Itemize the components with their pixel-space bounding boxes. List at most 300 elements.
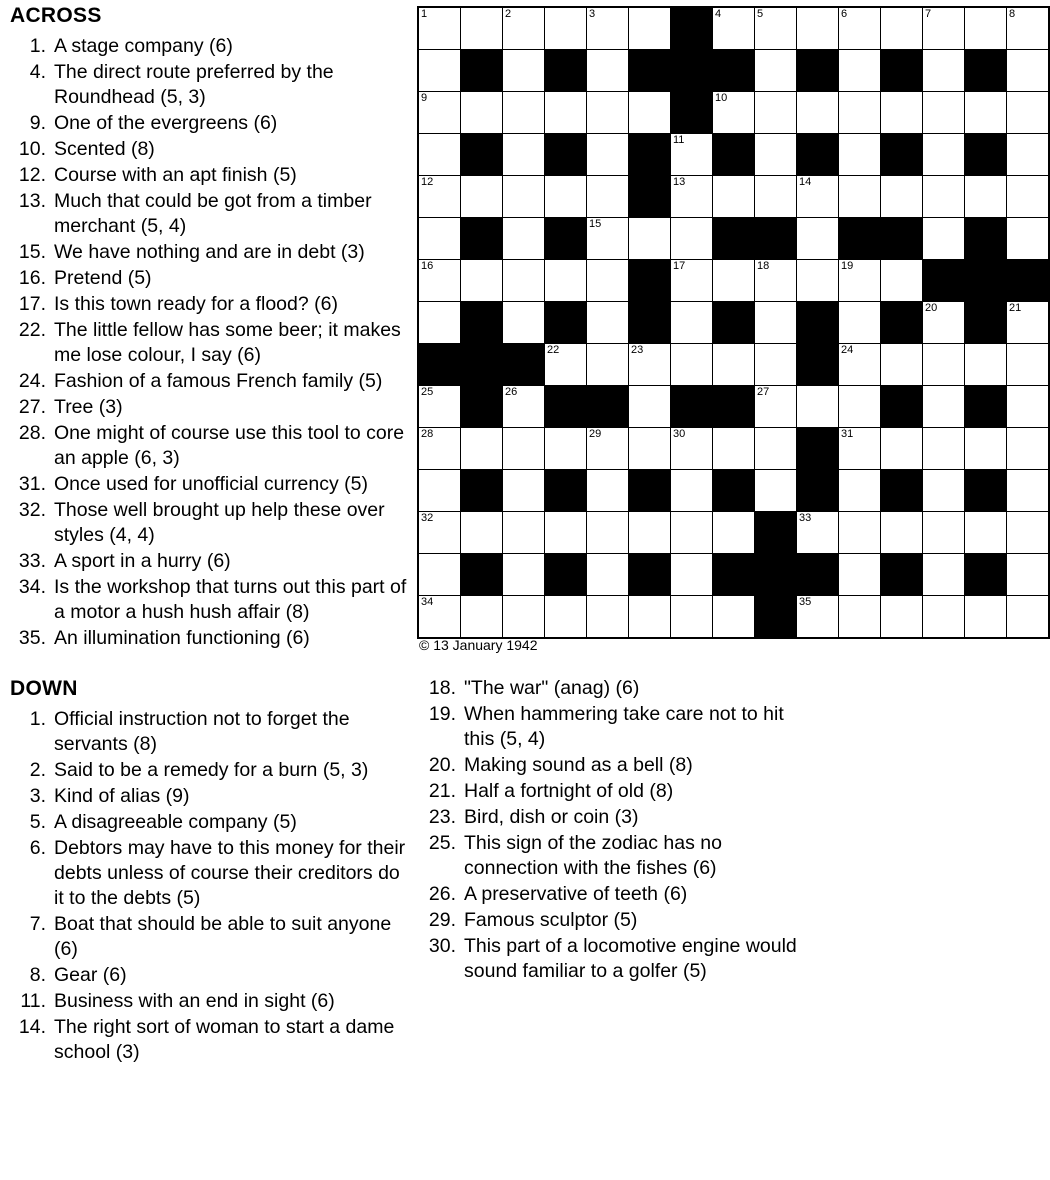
grid-cell[interactable] (839, 428, 881, 470)
grid-cell[interactable] (755, 92, 797, 134)
grid-block-cell (965, 470, 1007, 512)
clue-number: 19. (428, 703, 456, 725)
grid-cell[interactable] (418, 176, 461, 218)
grid-cell[interactable] (881, 428, 923, 470)
grid-cell[interactable] (1007, 554, 1050, 596)
clue-number: 26. (428, 883, 456, 905)
clue-item (10, 163, 410, 188)
grid-cell[interactable] (1007, 596, 1050, 639)
grid-cell[interactable] (881, 344, 923, 386)
grid-row (418, 50, 1049, 92)
crossword-grid[interactable] (417, 6, 1050, 639)
grid-cell[interactable] (418, 428, 461, 470)
clue-number: 3. (29, 785, 46, 807)
grid-cell[interactable] (755, 260, 797, 302)
grid-cell[interactable] (671, 134, 713, 176)
grid-cell[interactable] (629, 92, 671, 134)
grid-cell[interactable] (797, 386, 839, 428)
grid-cell[interactable] (671, 428, 713, 470)
grid-cell[interactable] (839, 470, 881, 512)
grid-cell[interactable] (1007, 512, 1050, 554)
grid-cell-number: 31 (841, 428, 854, 440)
grid-block-cell (461, 218, 503, 260)
grid-cell[interactable] (587, 512, 629, 554)
grid-cell[interactable] (587, 218, 629, 260)
grid-block-cell (713, 554, 755, 596)
grid-row (418, 554, 1049, 596)
grid-cell[interactable] (839, 7, 881, 50)
grid-cell[interactable] (965, 7, 1007, 50)
grid-cell[interactable] (587, 554, 629, 596)
grid-cell[interactable] (587, 428, 629, 470)
grid-cell[interactable] (418, 92, 461, 134)
grid-block-cell (881, 50, 923, 92)
grid-cell[interactable] (923, 218, 965, 260)
grid-block-cell (755, 554, 797, 596)
grid-cell[interactable] (797, 7, 839, 50)
clue-number: 1. (29, 708, 46, 730)
clue-text: Boat that should be able to suit anyone (6) (54, 913, 392, 960)
grid-cell[interactable] (797, 176, 839, 218)
grid-cell[interactable] (839, 134, 881, 176)
clue-item (420, 831, 800, 881)
grid-cell[interactable] (629, 596, 671, 639)
grid-cell[interactable] (1007, 470, 1050, 512)
grid-cell[interactable] (839, 176, 881, 218)
grid-cell[interactable] (965, 596, 1007, 639)
grid-cell[interactable] (755, 344, 797, 386)
grid-cell[interactable] (587, 260, 629, 302)
grid-cell[interactable] (1007, 134, 1050, 176)
clues-middle-column (420, 676, 800, 985)
grid-cell-number: 28 (421, 428, 434, 440)
grid-block-cell (629, 302, 671, 344)
clue-text: Making sound as a bell (8) (464, 754, 693, 776)
grid-cell[interactable] (671, 176, 713, 218)
grid-cell[interactable] (503, 428, 545, 470)
grid-cell-number: 33 (799, 512, 812, 524)
grid-cell[interactable] (418, 512, 461, 554)
grid-cell[interactable] (923, 176, 965, 218)
grid-cell[interactable] (713, 596, 755, 639)
grid-cell[interactable] (923, 92, 965, 134)
grid-cell-number: 25 (421, 386, 434, 398)
grid-block-cell (545, 302, 587, 344)
grid-cell[interactable] (755, 302, 797, 344)
clue-number: 2. (29, 759, 46, 781)
grid-cell[interactable] (418, 7, 461, 50)
grid-cell[interactable] (797, 218, 839, 260)
grid-cell[interactable] (1007, 218, 1050, 260)
grid-cell[interactable] (418, 50, 461, 92)
grid-cell[interactable] (755, 176, 797, 218)
grid-cell[interactable] (461, 596, 503, 639)
grid-block-cell (671, 50, 713, 92)
clue-text: One of the evergreens (6) (54, 112, 278, 134)
clue-text: Is this town ready for a flood? (6) (54, 293, 338, 315)
grid-cell[interactable] (923, 512, 965, 554)
grid-cell[interactable] (418, 596, 461, 639)
grid-cell[interactable] (671, 554, 713, 596)
grid-row (418, 470, 1049, 512)
grid-cell-number: 12 (421, 176, 434, 188)
grid-cell[interactable] (503, 470, 545, 512)
grid-cell[interactable] (503, 512, 545, 554)
grid-cell[interactable] (839, 344, 881, 386)
clue-text: A disagreeable company (5) (54, 811, 297, 833)
grid-cell[interactable] (713, 176, 755, 218)
grid-cell[interactable] (587, 176, 629, 218)
grid-cell[interactable] (755, 470, 797, 512)
clue-text: Famous sculptor (5) (464, 909, 638, 931)
grid-cell[interactable] (797, 260, 839, 302)
grid-row (418, 302, 1049, 344)
grid-cell[interactable] (923, 344, 965, 386)
grid-cell[interactable] (545, 260, 587, 302)
grid-cell-number: 10 (715, 92, 728, 104)
clue-text: Course with an apt finish (5) (54, 164, 297, 186)
grid-cell[interactable] (671, 344, 713, 386)
grid-cell-number: 1 (421, 8, 428, 20)
clue-number: 8. (29, 964, 46, 986)
grid-cell[interactable] (881, 7, 923, 50)
grid-cell[interactable] (965, 92, 1007, 134)
clue-item (10, 266, 410, 291)
clue-text: "The war" (anag) (6) (464, 677, 640, 699)
clue-text: A preservative of teeth (6) (464, 883, 688, 905)
grid-row (418, 428, 1049, 470)
grid-cell[interactable] (923, 596, 965, 639)
grid-block-cell (461, 554, 503, 596)
grid-cell[interactable] (1007, 92, 1050, 134)
grid-cell[interactable] (671, 596, 713, 639)
grid-cell[interactable] (461, 512, 503, 554)
grid-cell[interactable] (503, 176, 545, 218)
grid-block-cell (503, 344, 545, 386)
grid-cell[interactable] (671, 218, 713, 260)
grid-block-cell (545, 386, 587, 428)
grid-cell[interactable] (418, 134, 461, 176)
grid-cell[interactable] (839, 92, 881, 134)
grid-block-cell (713, 50, 755, 92)
clue-text: Half a fortnight of old (8) (464, 780, 674, 802)
grid-cell[interactable] (629, 344, 671, 386)
grid-cell[interactable] (587, 7, 629, 50)
grid-cell[interactable] (587, 50, 629, 92)
grid-cell[interactable] (923, 7, 965, 50)
grid-block-cell (629, 470, 671, 512)
grid-cell[interactable] (881, 512, 923, 554)
clue-item (10, 912, 410, 962)
grid-cell[interactable] (923, 428, 965, 470)
grid-cell-number: 26 (505, 386, 518, 398)
grid-cell-number: 20 (925, 302, 938, 314)
grid-cell[interactable] (755, 428, 797, 470)
grid-cell[interactable] (545, 344, 587, 386)
grid-cell[interactable] (923, 386, 965, 428)
grid-cell[interactable] (839, 596, 881, 639)
grid-cell[interactable] (418, 302, 461, 344)
clue-number: 28. (18, 422, 46, 444)
clue-number: 21. (428, 780, 456, 802)
grid-block-cell (881, 218, 923, 260)
clue-number: 1. (29, 35, 46, 57)
clue-number: 11. (20, 990, 46, 1012)
grid-cell[interactable] (545, 428, 587, 470)
grid-cell[interactable] (923, 554, 965, 596)
grid-cell[interactable] (545, 92, 587, 134)
grid-cell[interactable] (881, 260, 923, 302)
grid-cell[interactable] (755, 134, 797, 176)
grid-cell[interactable] (671, 512, 713, 554)
grid-cell[interactable] (587, 134, 629, 176)
grid-cell-number: 24 (841, 344, 854, 356)
grid-block-cell (965, 386, 1007, 428)
clue-number: 30. (428, 935, 456, 957)
grid-cell[interactable] (839, 512, 881, 554)
grid-cell[interactable] (839, 554, 881, 596)
clue-item (10, 626, 410, 651)
grid-block-cell (629, 50, 671, 92)
grid-cell[interactable] (545, 596, 587, 639)
grid-block-cell (713, 218, 755, 260)
grid-cell[interactable] (629, 386, 671, 428)
grid-cell[interactable] (418, 260, 461, 302)
grid-block-cell (965, 302, 1007, 344)
grid-cell[interactable] (839, 50, 881, 92)
grid-cell[interactable] (713, 428, 755, 470)
grid-cell[interactable] (587, 302, 629, 344)
grid-row (418, 7, 1049, 50)
grid-cell[interactable] (503, 302, 545, 344)
clue-text: Pretend (5) (54, 267, 152, 289)
grid-cell[interactable] (461, 7, 503, 50)
grid-block-cell (418, 344, 461, 386)
grid-cell-number: 5 (757, 8, 764, 20)
grid-block-cell (881, 554, 923, 596)
grid-cell[interactable] (965, 428, 1007, 470)
grid-cell[interactable] (1007, 7, 1050, 50)
grid-cell[interactable] (503, 218, 545, 260)
grid-cell-number: 8 (1009, 8, 1016, 20)
grid-cell[interactable] (671, 302, 713, 344)
grid-block-cell (965, 218, 1007, 260)
grid-cell[interactable] (881, 92, 923, 134)
grid-cell[interactable] (503, 554, 545, 596)
grid-cell[interactable] (713, 92, 755, 134)
grid-row (418, 596, 1049, 639)
clue-item (420, 676, 800, 701)
clue-number: 4. (29, 61, 46, 83)
clue-item (10, 292, 410, 317)
grid-cell[interactable] (839, 260, 881, 302)
clue-text: Those well brought up help these over styles (4, 4) (54, 499, 385, 546)
grid-cell[interactable] (461, 260, 503, 302)
grid-block-cell (461, 470, 503, 512)
grid-cell[interactable] (503, 50, 545, 92)
grid-cell[interactable] (587, 470, 629, 512)
grid-cell[interactable] (629, 218, 671, 260)
clue-number: 31. (18, 473, 46, 495)
clue-item (10, 784, 410, 809)
grid-cell[interactable] (1007, 302, 1050, 344)
clue-item (420, 753, 800, 778)
clue-number: 25. (428, 832, 456, 854)
grid-block-cell (545, 470, 587, 512)
grid-cell[interactable] (503, 92, 545, 134)
grid-cell[interactable] (713, 7, 755, 50)
grid-cell[interactable] (1007, 176, 1050, 218)
clue-text: An illumination functioning (6) (54, 627, 310, 649)
clue-item (10, 369, 410, 394)
grid-cell[interactable] (418, 218, 461, 260)
grid-cell-number: 7 (925, 8, 932, 20)
grid-cell[interactable] (629, 428, 671, 470)
clue-text: Is the workshop that turns out this part of a motor a hush hush affair (8) (54, 576, 407, 623)
grid-cell[interactable] (629, 512, 671, 554)
clue-number: 18. (428, 677, 456, 699)
grid-block-cell (881, 302, 923, 344)
grid-cell[interactable] (755, 386, 797, 428)
grid-cell[interactable] (418, 470, 461, 512)
grid-cell[interactable] (629, 7, 671, 50)
grid-cell[interactable] (923, 134, 965, 176)
grid-cell[interactable] (965, 176, 1007, 218)
down-clue-list-part1 (10, 707, 410, 1065)
grid-cell[interactable] (545, 176, 587, 218)
clue-item (10, 472, 410, 497)
clue-text: The little fellow has some beer; it makes me lose colour, I say (6) (54, 319, 401, 366)
grid-cell[interactable] (418, 386, 461, 428)
grid-cell[interactable] (671, 260, 713, 302)
grid-block-cell (965, 50, 1007, 92)
clue-number: 16. (18, 267, 46, 289)
grid-block-cell (629, 134, 671, 176)
grid-block-cell (965, 554, 1007, 596)
grid-cell-number: 6 (841, 8, 848, 20)
grid-block-cell (923, 260, 965, 302)
grid-cell[interactable] (1007, 344, 1050, 386)
grid-cell[interactable] (671, 470, 713, 512)
clue-number: 7. (29, 913, 46, 935)
clue-item (10, 707, 410, 757)
grid-cell[interactable] (461, 176, 503, 218)
grid-block-cell (671, 386, 713, 428)
grid-cell[interactable] (881, 176, 923, 218)
grid-cell[interactable] (1007, 428, 1050, 470)
grid-cell[interactable] (839, 386, 881, 428)
grid-cell[interactable] (965, 344, 1007, 386)
clue-item (10, 810, 410, 835)
grid-cell[interactable] (1007, 386, 1050, 428)
clues-left-column (10, 4, 410, 1066)
grid-cell[interactable] (923, 470, 965, 512)
copyright-line: © 13 January 1942 (419, 637, 538, 653)
grid-block-cell (797, 302, 839, 344)
grid-cell-number: 30 (673, 428, 686, 440)
clue-item (10, 189, 410, 239)
clue-text: A sport in a hurry (6) (54, 550, 231, 572)
grid-block-cell (461, 302, 503, 344)
clue-number: 32. (18, 499, 46, 521)
grid-cell-number: 3 (589, 8, 596, 20)
grid-block-cell (839, 218, 881, 260)
clue-number: 27. (18, 396, 46, 418)
grid-cell[interactable] (797, 596, 839, 639)
clue-text: Once used for unofficial currency (5) (54, 473, 368, 495)
grid-cell[interactable] (1007, 50, 1050, 92)
grid-cell[interactable] (755, 7, 797, 50)
grid-cell-number: 32 (421, 512, 434, 524)
grid-cell[interactable] (713, 512, 755, 554)
grid-block-cell (797, 134, 839, 176)
clue-text: This part of a locomotive engine would sound familiar to a golfer (5) (464, 935, 797, 982)
grid-cell[interactable] (923, 50, 965, 92)
grid-cell[interactable] (713, 260, 755, 302)
grid-cell[interactable] (461, 428, 503, 470)
clue-number: 22. (18, 319, 46, 341)
clue-number: 15. (18, 241, 46, 263)
grid-cell[interactable] (713, 344, 755, 386)
grid-cell-number: 19 (841, 260, 854, 272)
grid-block-cell (629, 176, 671, 218)
grid-cell[interactable] (839, 302, 881, 344)
grid-block-cell (1007, 260, 1050, 302)
grid-cell[interactable] (461, 92, 503, 134)
clue-number: 35. (18, 627, 46, 649)
grid-cell[interactable] (923, 302, 965, 344)
clue-number: 6. (29, 837, 46, 859)
grid-cell[interactable] (797, 92, 839, 134)
clue-item (10, 989, 410, 1014)
grid-cell[interactable] (545, 7, 587, 50)
grid-block-cell (713, 470, 755, 512)
grid-cell[interactable] (545, 512, 587, 554)
grid-cell[interactable] (755, 50, 797, 92)
grid-cell[interactable] (418, 554, 461, 596)
grid-block-cell (713, 134, 755, 176)
grid-cell[interactable] (797, 512, 839, 554)
grid-cell[interactable] (881, 596, 923, 639)
grid-cell[interactable] (503, 134, 545, 176)
grid-cell[interactable] (587, 344, 629, 386)
grid-block-cell (671, 7, 713, 50)
clue-number: 9. (29, 112, 46, 134)
clue-item (10, 575, 410, 625)
grid-block-cell (797, 428, 839, 470)
grid-cell[interactable] (587, 596, 629, 639)
grid-cell[interactable] (503, 386, 545, 428)
across-clue-list (10, 34, 410, 651)
clue-number: 10. (18, 138, 46, 160)
grid-block-cell (713, 302, 755, 344)
grid-block-cell (797, 554, 839, 596)
grid-block-cell (629, 554, 671, 596)
down-heading: DOWN (10, 677, 78, 700)
grid-cell[interactable] (503, 260, 545, 302)
grid-cell[interactable] (587, 92, 629, 134)
grid-cell[interactable] (965, 512, 1007, 554)
grid-cell-number: 2 (505, 8, 512, 20)
grid-cell[interactable] (503, 596, 545, 639)
grid-block-cell (797, 344, 839, 386)
clue-number: 12. (18, 164, 46, 186)
grid-cell-number: 34 (421, 596, 434, 608)
clue-item (10, 395, 410, 420)
grid-cell[interactable] (503, 7, 545, 50)
clue-item (10, 318, 410, 368)
clue-item (10, 60, 410, 110)
